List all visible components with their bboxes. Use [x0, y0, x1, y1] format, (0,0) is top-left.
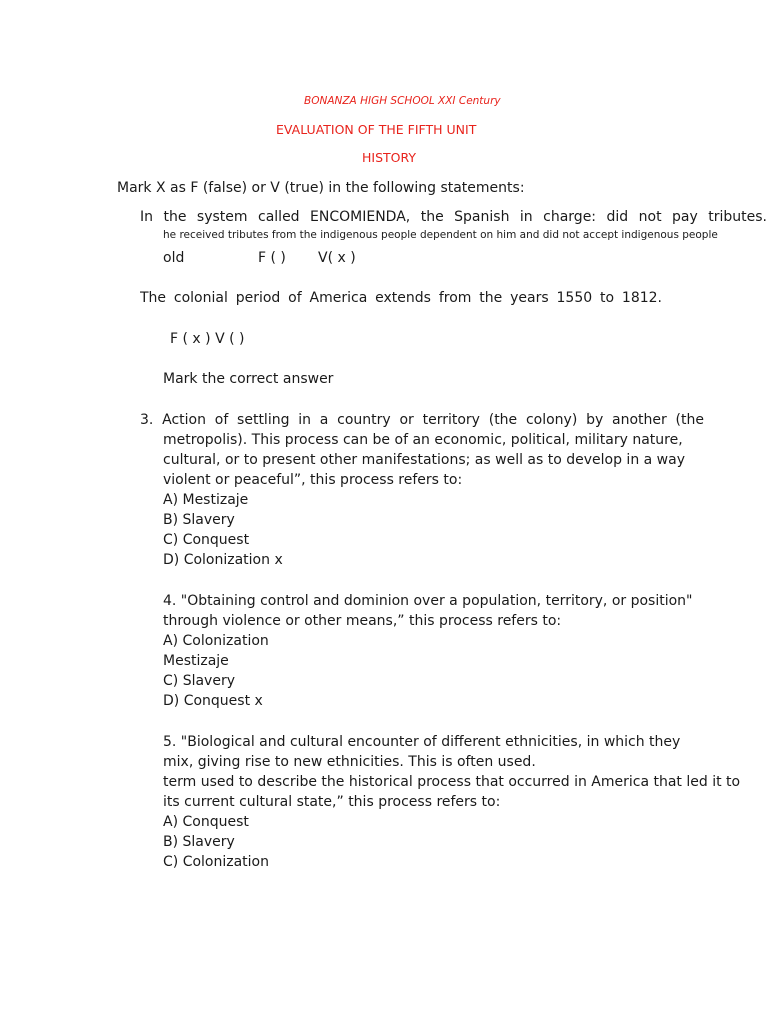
question-5-option-a: A) Conquest — [163, 814, 249, 830]
question-3-line-1: 3. Action of settling in a country or territory (the colony) by another (the — [140, 413, 704, 427]
question-5-option-c: C) Colonization — [163, 854, 269, 870]
question-3-line-4: violent or peaceful”, this process refers to: — [163, 472, 463, 488]
multiple-choice-instructions: Mark the correct answer — [163, 371, 334, 387]
statement-1-false-option: F ( ) — [258, 250, 286, 266]
school-name: BONANZA HIGH SCHOOL XXI Century — [304, 95, 501, 107]
statement-1-line-1: In the system called ENCOMIENDA, the Spanish in charge: did not pay tributes. — [140, 210, 767, 224]
question-3-line-2: metropolis). This process can be of an economic, political, military nature, — [163, 432, 683, 448]
statement-1-true-option: V( x ) — [318, 250, 356, 266]
question-5-option-b: B) Slavery — [163, 834, 235, 850]
question-5-line-4: its current cultural state,” this process refers to: — [163, 794, 501, 810]
question-3-option-a: A) Mestizaje — [163, 492, 249, 508]
question-5-line-3: term used to describe the historical process that occurred in America that led it to — [163, 774, 741, 790]
question-3-option-d: D) Colonization x — [163, 552, 283, 568]
question-5-line-2: mix, giving rise to new ethnicities. This is often used. — [163, 754, 536, 770]
statement-2-options: F ( x ) V ( ) — [170, 331, 245, 347]
statement-1-line-3: old — [163, 250, 185, 266]
question-4-option-b: Mestizaje — [163, 653, 229, 669]
question-3-line-3: cultural, or to present other manifestations; as well as to develop in a way — [163, 452, 685, 468]
statement-1-line-2: he received tributes from the indigenous people dependent on him and did not accept indigenous people — [163, 229, 718, 241]
true-false-instructions: Mark X as F (false) or V (true) in the following statements: — [117, 180, 525, 196]
question-3-option-c: C) Conquest — [163, 532, 250, 548]
question-4-option-c: C) Slavery — [163, 673, 235, 689]
subject-title: HISTORY — [362, 150, 417, 165]
statement-2-line-1: The colonial period of America extends from the years 1550 to 1812. — [140, 291, 662, 305]
question-3-option-b: B) Slavery — [163, 512, 235, 528]
question-4-option-d: D) Conquest x — [163, 693, 263, 709]
question-4-option-a: A) Colonization — [163, 633, 269, 649]
question-5-line-1: 5. "Biological and cultural encounter of different ethnicities, in which they — [163, 734, 681, 750]
question-4-line-1: 4. "Obtaining control and dominion over a population, territory, or position" — [163, 593, 693, 609]
question-4-line-2: through violence or other means,” this process refers to: — [163, 613, 562, 629]
evaluation-title: EVALUATION OF THE FIFTH UNIT — [276, 122, 477, 137]
